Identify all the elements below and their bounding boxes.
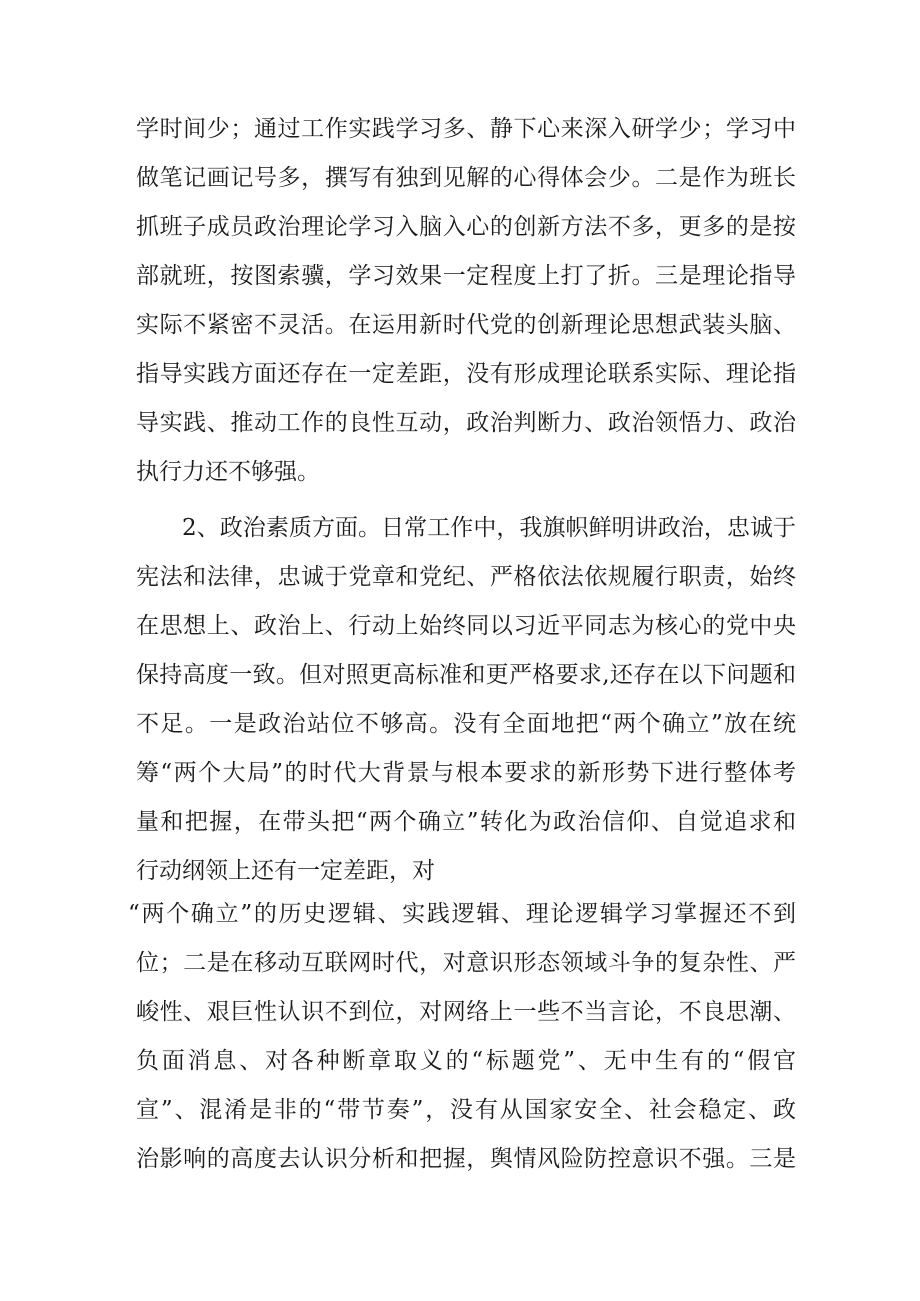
text-line: 学时间少；通过工作实践学习多、静下心来深入研学少；学习中 xyxy=(136,116,796,142)
text-line: 负面消息、对各种断章取义的“标题党”、无中生有的“假官 xyxy=(136,1048,796,1074)
text-line: 部就班，按图索骥，学习效果一定程度上打了折。三是理论指导 xyxy=(136,263,796,289)
text-line: 位；二是在移动互联网时代，对意识形态领域斗争的复杂性、严 xyxy=(136,950,796,976)
text-line: 实际不紧密不灵活。在运用新时代党的创新理论思想武装头脑、 xyxy=(136,312,796,338)
text-line: 不足。一是政治站位不够高。没有全面地把“两个确立”放在统 xyxy=(136,711,796,737)
text-line: “两个确立”的历史逻辑、实践逻辑、理论逻辑学习掌握还不到 xyxy=(128,901,796,927)
text-line: 执行力还不够强。 xyxy=(136,459,320,485)
text-line: 指导实践方面还存在一定差距，没有形成理论联系实际、理论指 xyxy=(136,361,796,387)
text-line: 宪法和法律，忠诚于党章和党纪、严格依法依规履行职责，始终 xyxy=(136,564,796,590)
text-line: 筹“两个大局”的时代大背景与根本要求的新形势下进行整体考 xyxy=(136,760,796,786)
text-line: 2、政治素质方面。日常工作中，我旗帜鲜明讲政治，忠诚于 xyxy=(182,515,796,541)
text-line: 治影响的高度去认识分析和把握，舆情风险防控意识不强。三是 xyxy=(136,1146,796,1172)
text-line: 导实践、推动工作的良性互动，政治判断力、政治领悟力、政治 xyxy=(136,410,796,436)
text-line: 在思想上、政治上、行动上始终同以习近平同志为核心的党中央 xyxy=(136,613,796,639)
text-line: 抓班子成员政治理论学习入脑入心的创新方法不多，更多的是按 xyxy=(136,214,796,240)
text-line: 峻性、艰巨性认识不到位，对网络上一些不当言论，不良思潮、 xyxy=(136,999,796,1025)
text-line: 做笔记画记号多，撰写有独到见解的心得体会少。二是作为班长 xyxy=(136,165,796,191)
text-line: 保持高度一致。但对照更高标准和更严格要求,还存在以下问题和 xyxy=(136,662,796,688)
text-line: 量和把握，在带头把“两个确立”转化为政治信仰、自觉追求和 xyxy=(136,809,796,835)
text-line: 宣”、混淆是非的“带节奏”，没有从国家安全、社会稳定、政 xyxy=(136,1097,796,1123)
text-line: 行动纲领上还有一定差距，对 xyxy=(136,858,435,884)
